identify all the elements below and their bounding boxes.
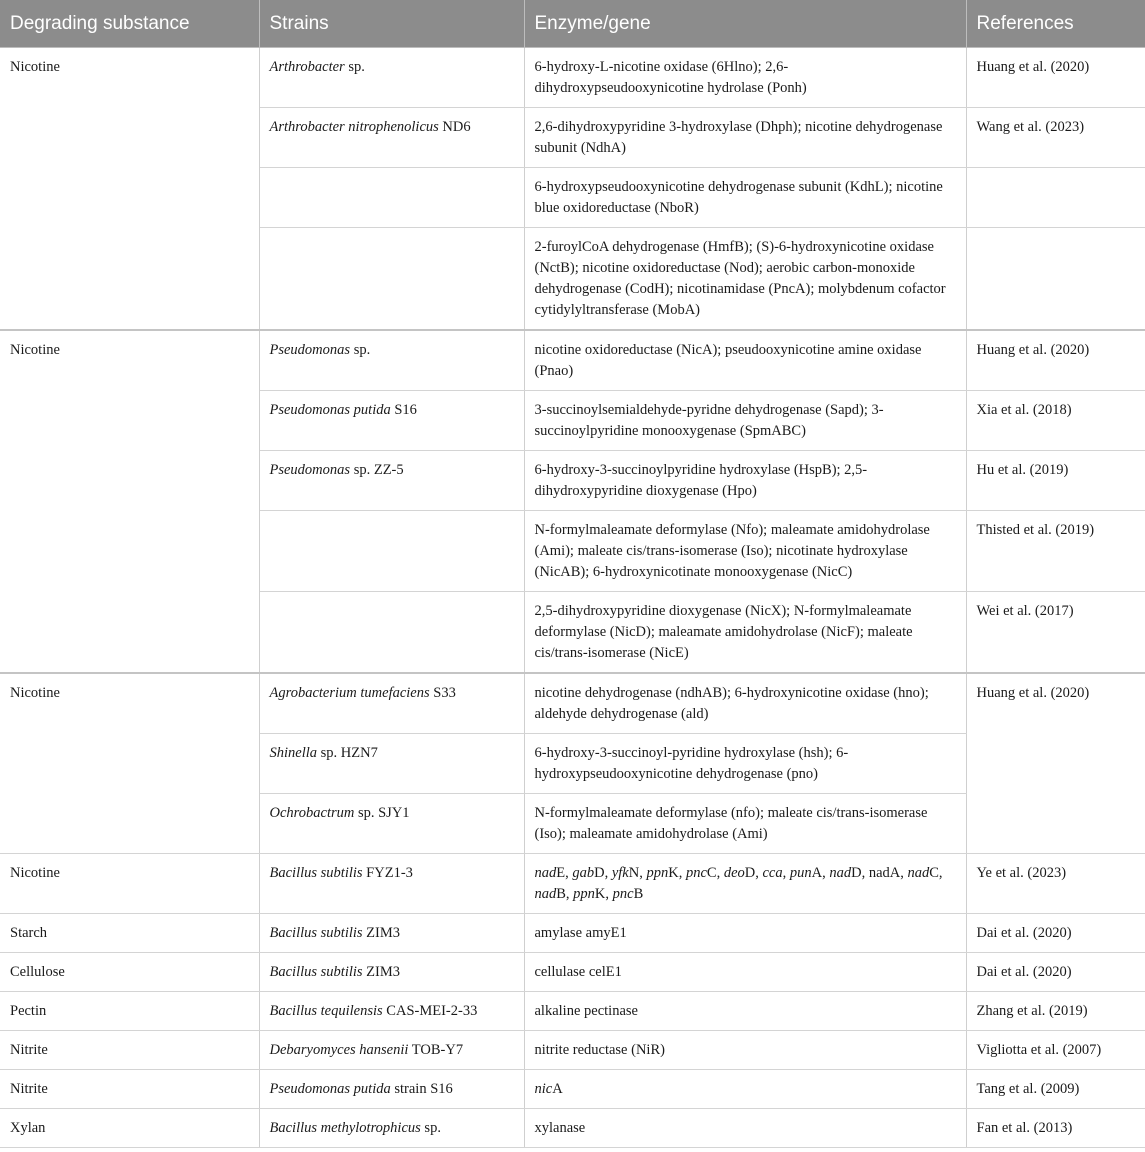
enzyme-cell: 6-hydroxypseudooxynicotine dehydrogenase subunit (KdhL); nicotine blue oxidoreductase (NboR) — [524, 168, 966, 228]
strain-cell — [259, 330, 524, 391]
strain-name: Debaryomyces hansenii — [269, 1042, 409, 1058]
strain-cell — [259, 391, 524, 451]
strain-cell — [259, 794, 524, 854]
enzyme-cell: 6-hydroxy-3-succinoylpyridine hydroxylase (HspB); 2,5-dihydroxypyridine dioxygenase (Hpo) — [524, 451, 966, 511]
strain-name: Bacillus subtilis — [269, 865, 363, 881]
gene-text: D, — [594, 865, 612, 881]
strain-suffix: CAS-MEI-2-33 — [382, 1003, 478, 1019]
gene-italic: ppn — [646, 865, 669, 881]
gene-text: D, — [744, 865, 763, 881]
enzyme-cell: 6-hydroxy-3-succinoyl-pyridine hydroxylase (hsh); 6-hydroxypseudooxynicotine dehydrogenase (pno) — [524, 734, 966, 794]
reference-cell: Dai et al. (2020) — [966, 953, 1145, 992]
strain-name: Bacillus tequilensis — [269, 1003, 383, 1019]
enzyme-cell: amylase amyE1 — [524, 914, 966, 953]
reference-cell: Wang et al. (2023) — [966, 108, 1145, 168]
strain-suffix: sp. — [344, 59, 365, 75]
header-degrading-substance: Degrading substance — [0, 0, 259, 48]
gene-italic: pnc — [685, 865, 707, 881]
strain-cell — [259, 1109, 524, 1148]
substance-cell: Nicotine — [0, 673, 259, 854]
reference-cell: Dai et al. (2020) — [966, 914, 1145, 953]
strain-name: Shinella — [269, 745, 318, 761]
strain-suffix: ZIM3 — [362, 964, 401, 980]
reference-cell: Zhang et al. (2019) — [966, 992, 1145, 1031]
strain-name: Agrobacterium tumefaciens — [269, 685, 430, 701]
gene-text: B — [633, 886, 644, 902]
reference-cell: Huang et al. (2020) — [966, 330, 1145, 391]
gene-italic: deo — [723, 865, 745, 881]
enzyme-cell: N-formylmaleamate deformylase (Nfo); maleamate amidohydrolase (Ami); maleate cis/trans-isomerase (Iso); nicotinate hydroxylase (NicAB); 6-hydroxynicotinate monooxygenase (NicC) — [524, 511, 966, 592]
strain-cell — [259, 673, 524, 734]
enzyme-cell: 6-hydroxy-L-nicotine oxidase (6Hlno); 2,6-dihydroxypseudooxynicotine hydrolase (Ponh) — [524, 48, 966, 108]
strain-name: Pseudomonas putida — [269, 1081, 391, 1097]
strain-suffix: S16 — [390, 402, 417, 418]
strain-suffix: sp. ZZ-5 — [350, 462, 404, 478]
substance-cell: Nicotine — [0, 854, 259, 914]
strain-suffix: sp. — [420, 1120, 441, 1136]
strain-suffix: sp. HZN7 — [317, 745, 378, 761]
gene-text: A — [552, 1081, 563, 1097]
reference-cell: Hu et al. (2019) — [966, 451, 1145, 511]
enzyme-cell: N-formylmaleamate deformylase (nfo); maleate cis/trans-isomerase (Iso); maleamate amidohydrolase (Ami) — [524, 794, 966, 854]
strain-name: Ochrobactrum — [269, 805, 355, 821]
enzyme-cell — [524, 854, 966, 914]
enzyme-cell: alkaline pectinase — [524, 992, 966, 1031]
strain-cell — [259, 48, 524, 108]
gene-text: , — [782, 865, 790, 881]
enzyme-cell: 2-furoylCoA dehydrogenase (HmfB); (S)-6-hydroxynicotine oxidase (NctB); nicotine oxidoreductase (Nod); aerobic carbon-monoxide dehydrogenase (CodH); nicotinamidase (PncA); molybdenum cofactor cytidylyltransferase (MobA) — [524, 228, 966, 331]
table-row — [0, 48, 1145, 108]
reference-cell: Huang et al. (2020) — [966, 48, 1145, 108]
table-row — [0, 673, 1145, 734]
table-row — [0, 914, 1145, 953]
gene-text: C, — [929, 865, 943, 881]
strain-cell — [259, 1070, 524, 1109]
reference-cell: Vigliotta et al. (2007) — [966, 1031, 1145, 1070]
substance-cell: Starch — [0, 914, 259, 953]
gene-text: E, — [556, 865, 573, 881]
gene-text: D, nadA, — [851, 865, 908, 881]
enzyme-cell: 3-succinoylsemialdehyde-pyridne dehydrogenase (Sapd); 3-succinoylpyridine monooxygenase (SpmABC) — [524, 391, 966, 451]
strain-cell — [259, 108, 524, 168]
header-enzyme-gene: Enzyme/gene — [524, 0, 966, 48]
enzyme-cell: nicotine oxidoreductase (NicA); pseudooxynicotine amine oxidase (Pnao) — [524, 330, 966, 391]
enzyme-cell: nicotine dehydrogenase (ndhAB); 6-hydroxynicotine oxidase (hno); aldehyde dehydrogenase (ald) — [524, 673, 966, 734]
strain-cell — [259, 992, 524, 1031]
gene-italic: nad — [534, 865, 557, 881]
substance-cell: Nitrite — [0, 1070, 259, 1109]
strain-suffix: sp. SJY1 — [354, 805, 410, 821]
table-row — [0, 953, 1145, 992]
table-row — [0, 330, 1145, 391]
strain-cell — [259, 511, 524, 592]
strain-suffix: TOB-Y7 — [408, 1042, 464, 1058]
gene-text: K, — [594, 886, 613, 902]
gene-italic: gab — [572, 865, 595, 881]
enzyme-cell — [524, 1070, 966, 1109]
strain-suffix: S33 — [429, 685, 456, 701]
reference-cell: Wei et al. (2017) — [966, 592, 1145, 674]
enzyme-cell: xylanase — [524, 1109, 966, 1148]
substance-cell: Pectin — [0, 992, 259, 1031]
strain-cell — [259, 228, 524, 331]
gene-text: K, — [668, 865, 686, 881]
strain-cell — [259, 953, 524, 992]
strain-cell — [259, 168, 524, 228]
strain-name: Arthrobacter — [269, 59, 345, 75]
strain-name: Pseudomonas putida — [269, 402, 391, 418]
gene-italic: yfk — [611, 865, 629, 881]
strain-name: Bacillus methylotrophicus — [269, 1120, 421, 1136]
strain-name: Pseudomonas — [269, 462, 351, 478]
reference-cell: Huang et al. (2020) — [966, 673, 1145, 854]
substance-cell: Cellulose — [0, 953, 259, 992]
reference-cell: Xia et al. (2018) — [966, 391, 1145, 451]
reference-cell: Fan et al. (2013) — [966, 1109, 1145, 1148]
substance-cell: Xylan — [0, 1109, 259, 1148]
gene-text: A, — [811, 865, 830, 881]
header-references: References — [966, 0, 1145, 48]
strain-name: Bacillus subtilis — [269, 925, 363, 941]
gene-italic: nad — [534, 886, 557, 902]
reference-cell: Tang et al. (2009) — [966, 1070, 1145, 1109]
strain-suffix: strain S16 — [390, 1081, 453, 1097]
substance-cell: Nitrite — [0, 1031, 259, 1070]
reference-cell: Ye et al. (2023) — [966, 854, 1145, 914]
reference-cell — [966, 228, 1145, 331]
strain-cell — [259, 592, 524, 674]
gene-italic: ppn — [573, 886, 595, 902]
gene-italic: nad — [829, 865, 852, 881]
strain-cell — [259, 451, 524, 511]
gene-text: C, — [706, 865, 724, 881]
enzyme-cell: 2,5-dihydroxypyridine dioxygenase (NicX); N-formylmaleamate deformylase (NicD); maleamate amidohydrolase (NicF); maleate cis/trans-isomerase (NicE) — [524, 592, 966, 674]
enzyme-cell: cellulase celE1 — [524, 953, 966, 992]
reference-cell — [966, 168, 1145, 228]
strain-suffix: FYZ1-3 — [362, 865, 413, 881]
gene-text: N, — [628, 865, 647, 881]
enzyme-cell: 2,6-dihydroxypyridine 3-hydroxylase (Dhph); nicotine dehydrogenase subunit (NdhA) — [524, 108, 966, 168]
table-row — [0, 992, 1145, 1031]
header-row — [0, 0, 1145, 48]
reference-cell: Thisted et al. (2019) — [966, 511, 1145, 592]
strain-name: Arthrobacter nitrophenolicus — [269, 119, 439, 135]
substance-cell: Nicotine — [0, 48, 259, 331]
strain-name: Pseudomonas — [269, 342, 351, 358]
gene-italic: cca — [762, 865, 783, 881]
strain-name: Bacillus subtilis — [269, 964, 363, 980]
gene-text: B, — [556, 886, 574, 902]
table-row — [0, 1031, 1145, 1070]
substance-cell: Nicotine — [0, 330, 259, 673]
strain-suffix: sp. — [350, 342, 371, 358]
header-strains: Strains — [259, 0, 524, 48]
table-row — [0, 854, 1145, 914]
strain-cell — [259, 734, 524, 794]
table-row — [0, 1070, 1145, 1109]
gene-italic: nic — [534, 1081, 553, 1097]
strain-suffix: ND6 — [438, 119, 471, 135]
strain-cell — [259, 854, 524, 914]
strain-cell — [259, 1031, 524, 1070]
gene-italic: pun — [789, 865, 812, 881]
enzyme-cell: nitrite reductase (NiR) — [524, 1031, 966, 1070]
gene-italic: nad — [907, 865, 930, 881]
strain-cell — [259, 914, 524, 953]
gene-italic: pnc — [612, 886, 634, 902]
table-row — [0, 1109, 1145, 1148]
strain-suffix: ZIM3 — [362, 925, 401, 941]
